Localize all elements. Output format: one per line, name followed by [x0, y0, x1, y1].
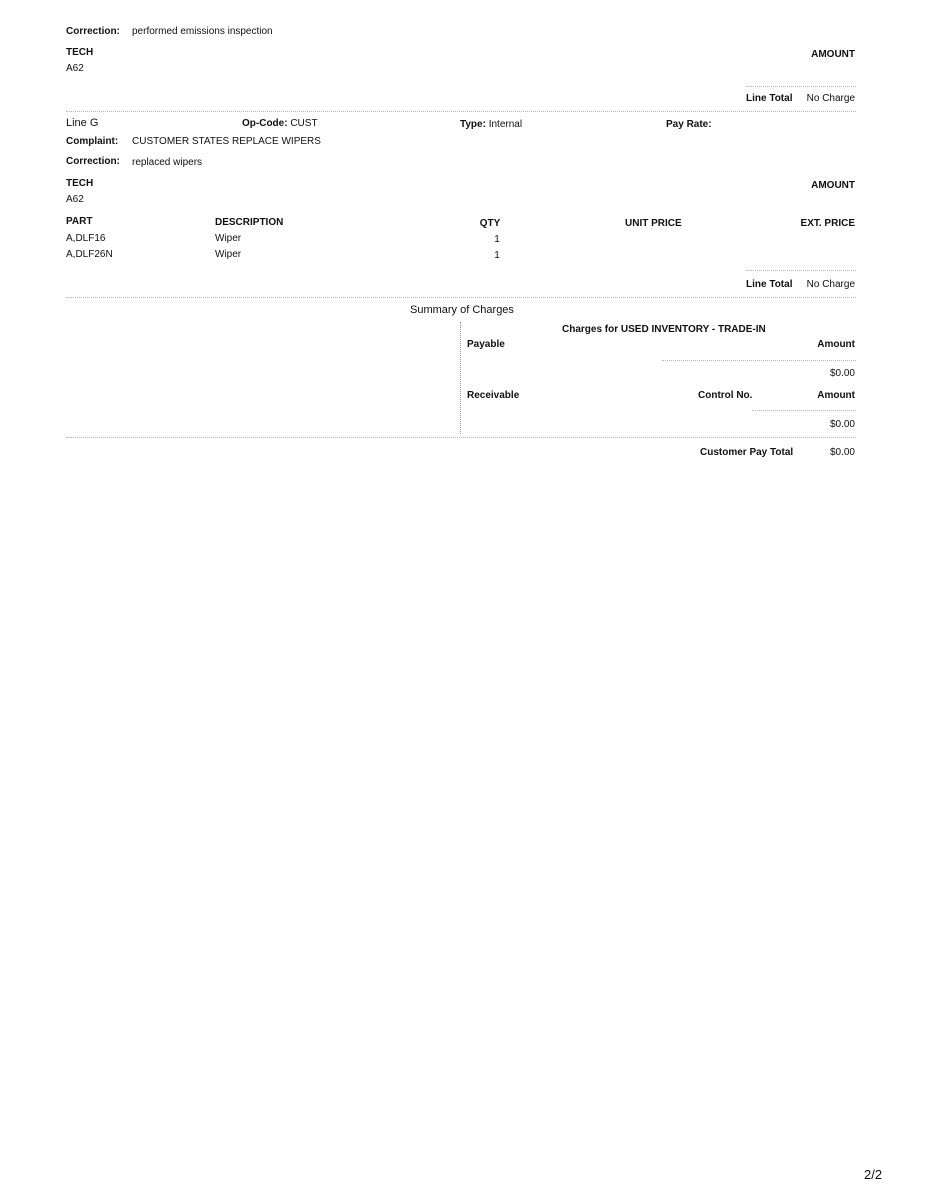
tech-code: A62 [66, 194, 84, 205]
divider [746, 270, 856, 271]
summary-title: Summary of Charges [410, 304, 514, 316]
line-total-label: Line Total [746, 93, 793, 104]
tech-label: TECH [66, 47, 94, 58]
opcode [242, 118, 318, 129]
correction-label: Correction: [66, 156, 120, 167]
correction-value: replaced wipers [132, 157, 203, 168]
amount-label: AMOUNT [811, 49, 855, 60]
amount-label: AMOUNT [811, 180, 855, 191]
type-value: Internal [488, 119, 523, 130]
receivable-label: Receivable [467, 390, 520, 401]
charges-heading: Charges for USED INVENTORY - TRADE-IN [562, 324, 766, 335]
opcode-value: CUST [290, 118, 318, 129]
line-divider [66, 297, 856, 298]
parts-header-qty: QTY [479, 218, 501, 229]
opcode-label: Op-Code: [242, 118, 288, 129]
part-description: Wiper [215, 249, 242, 260]
customer-pay-total: $0.00 [829, 447, 855, 458]
complaint-label: Complaint: [66, 136, 119, 147]
line-total-value: No Charge [806, 279, 855, 290]
part-qty: 1 [494, 234, 500, 245]
parts-header-part: PART [66, 216, 93, 227]
payable-amount: $0.00 [829, 368, 855, 379]
complaint-value: CUSTOMER STATES REPLACE WIPERS [132, 136, 321, 147]
correction-value: performed emissions inspection [132, 26, 273, 37]
type-label: Type: [460, 119, 486, 130]
parts-header-ext-price: EXT. PRICE [800, 218, 855, 229]
receivable-amount-label: Amount [817, 390, 855, 401]
customer-pay-total-label: Customer Pay Total [700, 447, 794, 458]
tech-label: TECH [66, 178, 94, 189]
type [460, 119, 522, 130]
summary-vertical-divider [460, 322, 461, 434]
pay-rate-label: Pay Rate: [666, 119, 712, 130]
part-qty: 1 [494, 250, 500, 261]
part-number: A,DLF16 [66, 233, 106, 244]
line-label: Line G [66, 117, 99, 129]
page-number: 2/2 [864, 1167, 883, 1182]
divider [662, 360, 856, 361]
control-no-label: Control No. [698, 390, 753, 401]
payable-label: Payable [467, 339, 505, 350]
divider [752, 410, 856, 411]
tech-code: A62 [66, 63, 84, 74]
part-description: Wiper [215, 233, 242, 244]
summary-divider [66, 437, 856, 438]
part-number: A,DLF26N [66, 249, 113, 260]
correction-label: Correction: [66, 26, 120, 37]
line-total-value: No Charge [806, 93, 855, 104]
receivable-amount: $0.00 [829, 419, 855, 430]
parts-header-description: DESCRIPTION [215, 217, 284, 228]
parts-header-unit-price: UNIT PRICE [625, 218, 682, 229]
line-total-label: Line Total [746, 279, 793, 290]
line-divider [66, 111, 856, 112]
divider [746, 86, 856, 87]
payable-amount-label: Amount [817, 339, 855, 350]
